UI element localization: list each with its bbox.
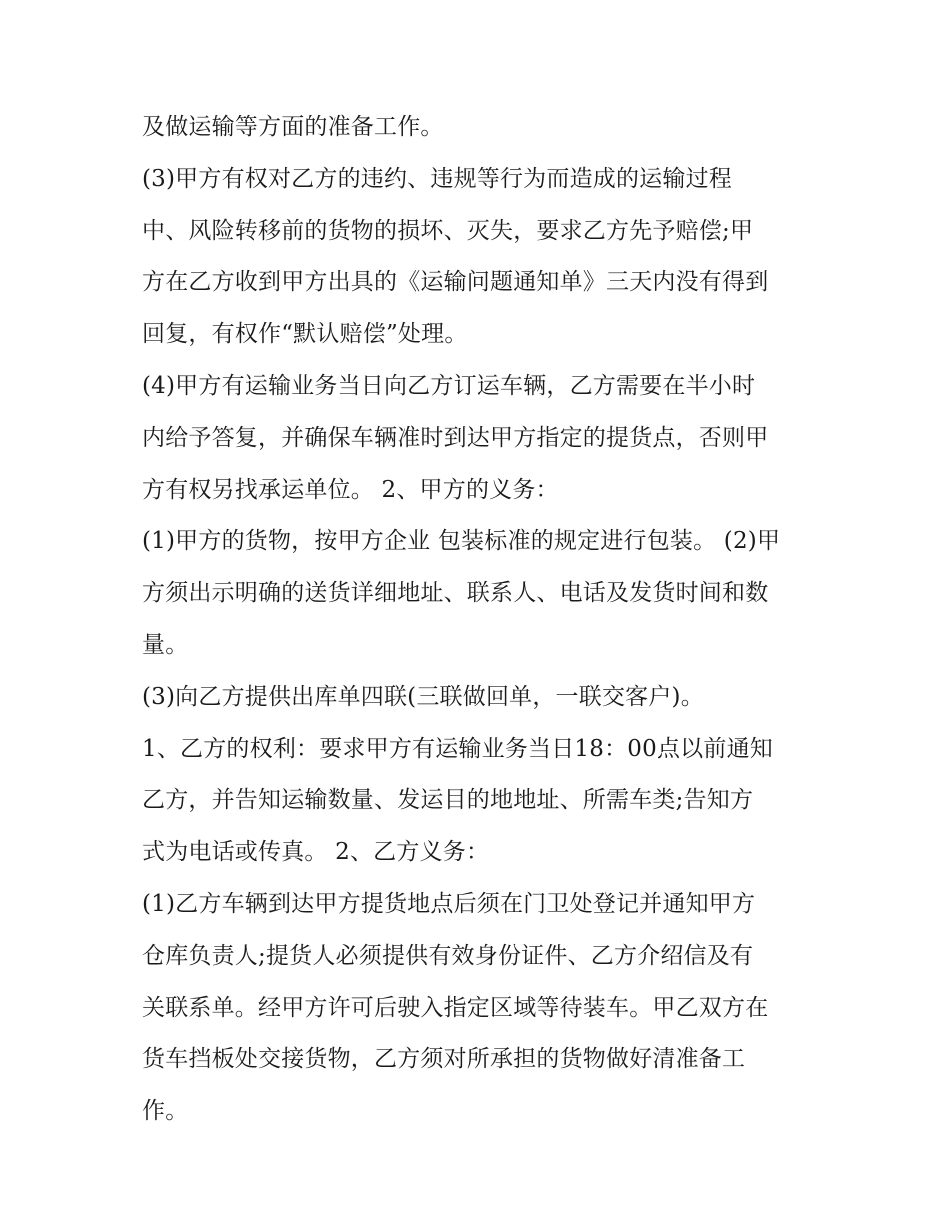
text-line-2: (3)甲方有权对乙方的违约、违规等行为而造成的运输过程 xyxy=(142,165,732,192)
text-line-8: 方有权另找承运单位。 2、甲方的义务： xyxy=(142,476,559,503)
text-line-4: 方在乙方收到甲方出具的《运输问题通知单》三天内没有得到 xyxy=(142,269,769,296)
text-line-9: (1)甲方的货物，按甲方企业 包装标准的规定进行包装。 (2)甲 xyxy=(142,528,781,555)
document-body xyxy=(142,102,822,1138)
text-line-19: 货车挡板处交接货物，乙方须对所承担的货物做好清准备工 xyxy=(142,1046,746,1073)
text-line-5: 回复，有权作“默认赔偿”处理。 xyxy=(142,321,468,348)
text-line-13: 1、乙方的权利：要求甲方有运输业务当日18：00点以前通知 xyxy=(142,735,773,762)
text-line-18: 关联系单。经甲方许可后驶入指定区域等待装车。甲乙双方在 xyxy=(142,994,769,1021)
text-line-12: (3)向乙方提供出库单四联(三联做回单，一联交客户)。 xyxy=(142,683,704,710)
text-line-15: 式为电话或传真。 2、乙方义务： xyxy=(142,839,490,866)
text-line-7: 内给予答复，并确保车辆准时到达甲方指定的提货点，否则甲 xyxy=(142,424,769,451)
text-line-16: (1)乙方车辆到达甲方提货地点后须在门卫处登记并通知甲方 xyxy=(142,890,756,917)
text-line-6: (4)甲方有运输业务当日向乙方订运车辆，乙方需要在半小时 xyxy=(142,372,756,399)
text-line-3: 中、风险转移前的货物的损坏、灭失，要求乙方先予赔偿;甲 xyxy=(142,217,754,244)
text-line-10: 方须出示明确的送货详细地址、联系人、电话及发货时间和数 xyxy=(142,580,769,607)
text-line-1: 及做运输等方面的准备工作。 xyxy=(142,114,444,140)
text-line-11: 量。 xyxy=(142,631,189,658)
text-line-14: 乙方，并告知运输数量、发运目的地地址、所需车类;告知方 xyxy=(142,787,754,814)
text-line-20: 作。 xyxy=(142,1098,189,1125)
text-line-17: 仓库负责人;提货人必须提供有效身份证件、乙方介绍信及有 xyxy=(142,942,754,969)
